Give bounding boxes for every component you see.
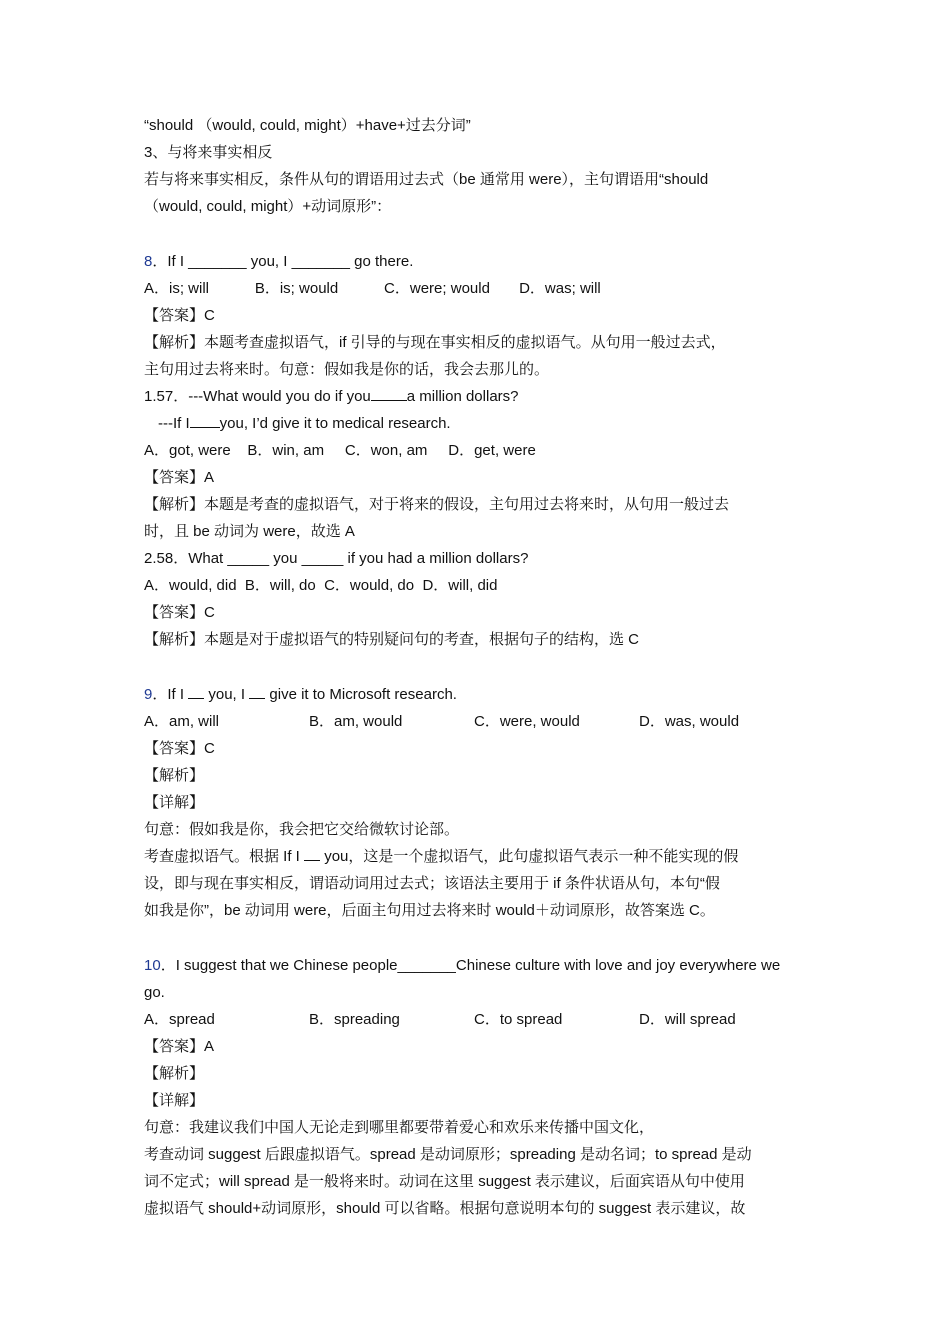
option-d: D．will spread — [639, 1011, 736, 1028]
question-9-options — [144, 708, 804, 735]
question-text: ．I suggest that we Chinese people_______Chinese culture with love and joy everywhere we — [160, 957, 781, 974]
question-258-stem: 2.58．What _____ you _____ if you had a million dollars? — [144, 550, 529, 567]
question-9-answer: 【答案】C — [144, 740, 215, 757]
answer-blank — [304, 845, 320, 861]
question-10-detail: 【详解】 — [144, 1092, 205, 1109]
question-258-options: A．would, did B．will, do C．would, do D．will, did — [144, 577, 498, 594]
question-258-answer: 【答案】C — [144, 604, 215, 621]
question-text: you, I — [208, 686, 246, 703]
question-157-answer: 【答案】A — [144, 469, 215, 486]
question-10-options — [144, 1006, 804, 1033]
intro-line-3: 若与将来事实相反，条件从句的谓语用过去式（be 通常用 were），主句谓语用“should — [144, 171, 709, 188]
answer-blank — [371, 385, 407, 401]
question-10-analysis: 【解析】 — [144, 1065, 205, 1082]
question-9-stem — [144, 681, 804, 708]
question-9-explain-1 — [144, 843, 804, 870]
question-258-analysis: 【解析】本题是对于虚拟语气的特别疑问句的考查，根据句子的结构，选 C — [144, 631, 640, 648]
spacer — [144, 924, 804, 952]
question-number: 9 — [144, 686, 153, 703]
question-text: ---If I — [158, 415, 190, 432]
answer-blank — [188, 683, 204, 699]
question-8-stem — [144, 248, 804, 275]
option-c: C．were, would — [474, 713, 580, 730]
question-157-analysis-1: 【解析】本题是考查的虚拟语气，对于将来的假设，主句用过去将来时，从句用一般过去 — [144, 496, 730, 513]
question-8-options: A．is; will B．is; would C．were; would D．was; will — [144, 280, 601, 297]
explain-text: you，这是一个虚拟语气，此句虚拟语气表示一种不能实现的假 — [324, 848, 739, 865]
answer-blank — [249, 683, 265, 699]
option-a: A．spread — [144, 1011, 215, 1028]
intro-line-4: （would, could, might）+动词原形”： — [144, 198, 392, 215]
question-10-explain-2: 词不定式；will spread 是一般将来时。动词在这里 suggest 表示建议，后面宾语从句中使用 — [144, 1173, 745, 1190]
question-text: you, I’d give it to medical research. — [219, 415, 451, 432]
question-10-stem-1 — [144, 952, 804, 979]
intro-line-2: 3、与将来事实相反 — [144, 144, 273, 161]
question-9-detail: 【详解】 — [144, 794, 205, 811]
question-text: a million dollars? — [406, 388, 519, 405]
question-10-explain-1: 考查动词 suggest 后跟虚拟语气。spread 是动词原形；spreading 是动名词；to spread 是动 — [144, 1146, 752, 1163]
question-text: ．If I _______ you, I _______ go there. — [152, 253, 414, 270]
question-number: 8 — [144, 253, 153, 270]
question-10-meaning: 句意：我建议我们中国人无论走到哪里都要带着爱心和欢乐来传播中国文化， — [144, 1119, 655, 1136]
question-8-analysis-1: 【解析】本题考查虚拟语气，if 引导的与现在事实相反的虚拟语气。从句用一般过去式， — [144, 334, 726, 351]
question-8-analysis-2: 主句用过去将来时。句意：假如我是你的话，我会去那儿的。 — [144, 361, 550, 378]
question-157-stem — [144, 383, 804, 410]
question-10-explain-3: 虚拟语气 should+动词原形，should 可以省略。根据句意说明本句的 suggest 表示建议，故 — [144, 1200, 746, 1217]
question-number: 10 — [144, 957, 161, 974]
answer-blank — [190, 412, 220, 428]
option-a: A．am, will — [144, 713, 220, 730]
spacer — [144, 653, 804, 681]
document-page — [144, 112, 804, 1222]
question-9-explain-2: 设，即与现在事实相反，谓语动词用过去式；该语法主要用于 if 条件状语从句，本句“假 — [144, 875, 720, 892]
question-9-analysis: 【解析】 — [144, 767, 205, 784]
spacer — [144, 220, 804, 248]
question-10-answer: 【答案】A — [144, 1038, 215, 1055]
question-157-analysis-2: 时，且 be 动词为 were，故选 A — [144, 523, 355, 540]
question-text: 1.57．---What would you do if you — [144, 388, 371, 405]
option-b: B．am, would — [309, 713, 403, 730]
option-c: C．to spread — [474, 1011, 563, 1028]
question-157-line-2 — [144, 410, 804, 437]
question-text: ．If I — [152, 686, 185, 703]
question-8-answer: 【答案】C — [144, 307, 215, 324]
question-157-options: A．got, were B．win, am C．won, am D．get, were — [144, 442, 536, 459]
option-d: D．was, would — [639, 713, 740, 730]
intro-line-1: “should （would, could, might）+have+过去分词” — [144, 117, 471, 134]
explain-text: 考查虚拟语气。根据 If I — [144, 848, 300, 865]
question-10-stem-2: go. — [144, 984, 165, 1001]
question-text: give it to Microsoft research. — [269, 686, 457, 703]
question-9-meaning: 句意：假如我是你，我会把它交给微软讨论部。 — [144, 821, 460, 838]
option-b: B．spreading — [309, 1011, 400, 1028]
question-9-explain-3: 如我是你”，be 动词用 were，后面主句用过去将来时 would＋动词原形，故答案选 C。 — [144, 902, 715, 919]
